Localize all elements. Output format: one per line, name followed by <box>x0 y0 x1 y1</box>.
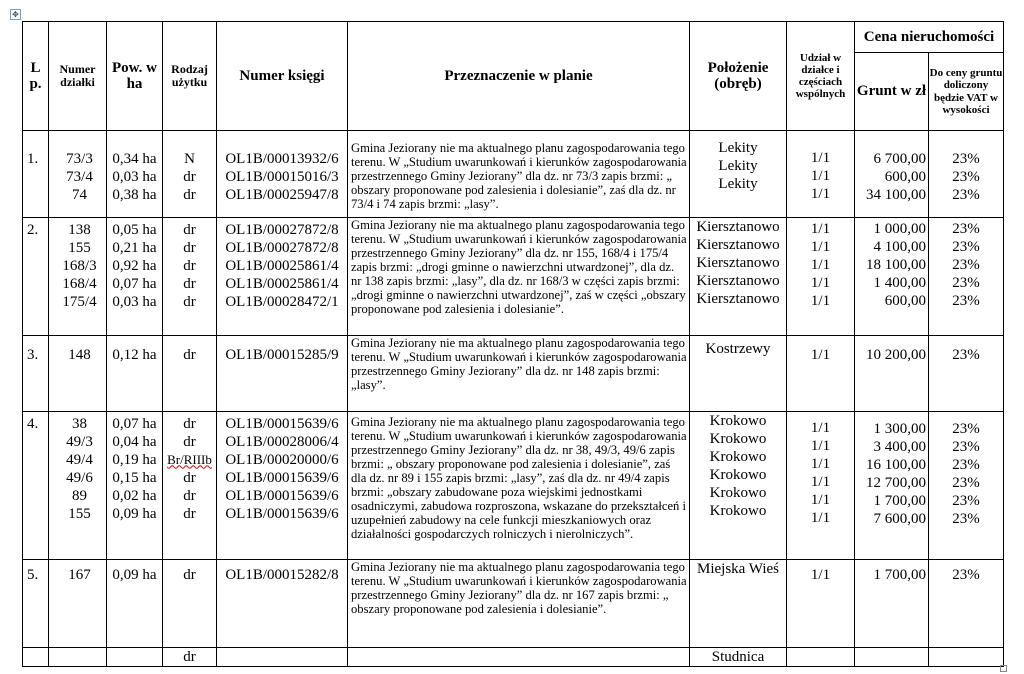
table-move-handle-icon[interactable]: ✥ <box>10 9 21 20</box>
grunt-value: 4 100,00 <box>873 239 926 256</box>
cell-lp <box>23 336 49 411</box>
ksiega-value: OL1B/00015282/8 <box>225 566 339 583</box>
cell-udzial <box>787 559 855 647</box>
cell-rodzaj <box>163 559 217 647</box>
lp-value: 5. <box>27 566 39 583</box>
cell-vat <box>929 218 1004 336</box>
cell-rodzaj <box>163 218 217 336</box>
polozenie-value: Krokowo <box>709 412 767 429</box>
rodzaj-value: dr <box>183 276 196 293</box>
cell-przeznaczenie <box>348 411 690 559</box>
ksiega-value: OL1B/00020000/6 <box>225 451 339 468</box>
polozenie-value: Kiersztanowo <box>696 219 780 236</box>
cell-lp <box>23 131 49 218</box>
cell-przeznaczenie <box>348 131 690 218</box>
cell-udzial <box>787 336 855 411</box>
polozenie-value: Krokowo <box>709 430 767 447</box>
cell-powierzchnia <box>107 131 163 218</box>
rodzaj-value: dr <box>183 433 196 450</box>
cell-ksiega <box>217 411 348 559</box>
cell-rodzaj <box>163 647 217 666</box>
cell-ksiega <box>217 559 348 647</box>
dzialka-value: 155 <box>68 240 91 257</box>
rodzaj-value: dr <box>183 169 196 185</box>
grunt-value: 34 100,00 <box>866 187 926 203</box>
cell-ksiega <box>217 218 348 336</box>
header-grunt: Grunt w zł <box>855 53 929 131</box>
header-lp: L p. <box>23 22 49 131</box>
grunt-value: 10 200,00 <box>866 347 926 364</box>
udzial-value: 1/1 <box>810 419 831 436</box>
cell-grunt <box>855 411 929 559</box>
table-body <box>23 131 1004 667</box>
vat-value: 23% <box>952 420 980 437</box>
udzial-value: 1/1 <box>810 491 831 508</box>
rodzaj-value: Br/RIIIb <box>167 451 212 467</box>
vat-value: 23% <box>952 438 980 455</box>
dzialka-value: 155 <box>68 505 91 522</box>
header-polozenie: Położenie (obręb) <box>690 22 787 131</box>
vat-value: 23% <box>952 275 980 292</box>
dzialka-value: 89 <box>72 487 87 504</box>
cell-grunt <box>855 131 929 218</box>
plan-description: Gmina Jeziorany nie ma aktualnego planu zagospodarowania tego terenu. W „Studium uwarunkowań i kierunków zagospodarowania przestrzennego Gminy Jeziorany” dla dz. nr 155, 168/4 i 175/4 zapis brzmi: „drogi gminne o nawierzchni utwardzonej”, dla dz. nr 138 zapis brzmi: „lasy”, dla dz. nr 168/3 w części zapis brzmi: „drogi gminne o nawierzchni utwardzonej”, zaś w części „obszary proponowane pod zalesienia i dolesianie”. <box>351 218 687 317</box>
udzial-value: 1/1 <box>810 293 831 310</box>
cell-polozenie <box>690 218 787 336</box>
cell-empty <box>348 647 690 666</box>
table-resize-handle-icon[interactable] <box>1000 665 1007 672</box>
ksiega-value: OL1B/00025861/4 <box>225 258 339 275</box>
rodzaj-value: dr <box>183 487 196 504</box>
udzial-value: 1/1 <box>810 437 831 454</box>
ksiega-value: OL1B/00025861/4 <box>225 276 339 293</box>
cell-udzial <box>787 411 855 559</box>
polozenie-value: Krokowo <box>709 484 767 501</box>
vat-value: 23% <box>952 510 980 527</box>
cell-polozenie <box>690 647 787 666</box>
cell-przeznaczenie <box>348 559 690 647</box>
rodzaj-value: dr <box>183 415 196 432</box>
vat-value: 23% <box>952 293 980 310</box>
vat-value: 23% <box>952 239 980 256</box>
ksiega-value: OL1B/00013932/6 <box>225 151 339 167</box>
vat-value: 23% <box>952 456 980 473</box>
udzial-value: 1/1 <box>810 347 831 364</box>
cell-empty <box>49 647 107 666</box>
grunt-value: 1 700,00 <box>873 492 926 509</box>
dzialka-value: 73/4 <box>66 169 93 185</box>
table-row <box>23 218 1004 336</box>
powierzchnia-value: 0,21 ha <box>112 240 157 257</box>
header-powierzchnia: Pow. w ha <box>107 22 163 131</box>
vat-value: 23% <box>952 221 980 238</box>
cell-vat <box>929 336 1004 411</box>
grunt-value: 600,00 <box>884 293 926 310</box>
grunt-value: 12 700,00 <box>866 474 926 491</box>
cell-rodzaj <box>163 131 217 218</box>
plan-description: Gmina Jeziorany nie ma aktualnego planu zagospodarowania tego terenu. W „Studium uwarunkowań i kierunków zagospodarowania przestrzennego Gminy Jeziorany” dla dz. nr 148 zapis brzmi: „lasy”. <box>351 336 687 393</box>
header-numer-dzialki: Numer działki <box>49 22 107 131</box>
udzial-value: 1/1 <box>810 455 831 472</box>
ksiega-value: OL1B/00015016/3 <box>225 169 339 185</box>
cell-empty <box>23 647 49 666</box>
cell-lp <box>23 411 49 559</box>
polozenie-value: Lekity <box>718 158 758 174</box>
powierzchnia-value: 0,09 ha <box>112 566 157 583</box>
lp-value: 1. <box>27 151 39 167</box>
cell-grunt <box>855 218 929 336</box>
header-rodzaj-uzytku: Rodzaj użytku <box>163 22 217 131</box>
udzial-value: 1/1 <box>810 509 831 526</box>
powierzchnia-value: 0,07 ha <box>112 415 157 432</box>
cell-empty <box>929 647 1004 666</box>
polozenie-value: Lekity <box>718 140 758 156</box>
lp-value: 2. <box>27 222 39 239</box>
udzial-value: 1/1 <box>810 221 831 238</box>
plan-description: Gmina Jeziorany nie ma aktualnego planu zagospodarowania tego terenu. W „Studium uwarunkowań i kierunków zagospodarowania przestrzennego Gminy Jeziorany” dla dz. nr 38, 49/3, 49/6 zapis brzmi: „ obszary proponowane pod zalesienia i dolesianie”, zaś dla dz. nr 89 i 155 zapis brzmi: „lasy”, zaś dla dz. nr 49/4 zapis brzmi: „obszary zabudowane poza wiejskimi jednostkami osadniczymi, zabudowa rozproszona, wskazane do przekształceń i uzupełnień zabudowy na cele funkcji mieszkaniowych oraz działalności gospodarczych rolniczych i nierolniczych”. <box>351 414 687 541</box>
vat-value: 23% <box>952 474 980 491</box>
powierzchnia-value: 0,03 ha <box>112 169 157 185</box>
udzial-value: 1/1 <box>810 239 831 256</box>
vat-value: 23% <box>952 257 980 274</box>
powierzchnia-value: 0,07 ha <box>112 276 157 293</box>
rodzaj-value: dr <box>183 505 196 522</box>
polozenie-value: Studnica <box>711 649 765 665</box>
dzialka-value: 74 <box>72 187 87 203</box>
polozenie-value: Kostrzewy <box>705 341 771 358</box>
cell-ksiega <box>217 336 348 411</box>
grunt-value: 3 400,00 <box>873 438 926 455</box>
dzialka-value: 167 <box>68 566 91 583</box>
grunt-value: 600,00 <box>884 169 926 185</box>
ksiega-value: OL1B/00027872/8 <box>225 240 339 257</box>
lp-value: 4. <box>27 415 39 432</box>
property-table <box>22 21 1004 667</box>
cell-polozenie <box>690 336 787 411</box>
cell-rodzaj <box>163 336 217 411</box>
ksiega-value: OL1B/00015285/9 <box>225 347 339 364</box>
ksiega-value: OL1B/00015639/6 <box>225 487 339 504</box>
polozenie-value: Krokowo <box>709 502 767 519</box>
plan-description: Gmina Jeziorany nie ma aktualnego planu zagospodarowania tego terenu. W „Studium uwarunkowań i kierunków zagospodarowania przestrzennego Gminy Jeziorany” dla dz. nr 73/3 zapis brzmi: „ obszary proponowane pod zalesienia i dolesianie”, zaś dla dz. nr 73/4 i 74 zapis brzmi: „lasy”. <box>351 141 687 211</box>
lp-value: 3. <box>27 347 39 364</box>
vat-value: 23% <box>952 169 980 185</box>
dzialka-value: 168/4 <box>62 276 97 293</box>
udzial-value: 1/1 <box>810 150 831 166</box>
polozenie-value: Kiersztanowo <box>696 255 780 272</box>
powierzchnia-value: 0,34 ha <box>112 151 157 167</box>
grunt-value: 1 300,00 <box>873 420 926 437</box>
vat-value: 23% <box>952 566 980 583</box>
vat-value: 23% <box>952 187 980 203</box>
ksiega-value: OL1B/00015639/6 <box>225 469 339 486</box>
cell-lp <box>23 559 49 647</box>
udzial-value: 1/1 <box>810 186 831 202</box>
udzial-value: 1/1 <box>810 566 831 583</box>
grunt-value: 18 100,00 <box>866 257 926 274</box>
powierzchnia-value: 0,92 ha <box>112 258 157 275</box>
udzial-value: 1/1 <box>810 257 831 274</box>
cell-lp <box>23 218 49 336</box>
polozenie-value: Krokowo <box>709 466 767 483</box>
rodzaj-value: dr <box>183 649 196 665</box>
vat-value: 23% <box>952 151 980 167</box>
header-vat: Do ceny gruntu doliczony będzie VAT w wysokości <box>929 53 1004 131</box>
cell-dzialka <box>49 559 107 647</box>
grunt-value: 1 700,00 <box>873 566 926 583</box>
powierzchnia-value: 0,38 ha <box>112 187 157 203</box>
rodzaj-value: dr <box>183 566 196 583</box>
ksiega-value: OL1B/00028472/1 <box>225 294 339 311</box>
header-przeznaczenie: Przeznaczenie w planie <box>348 22 690 131</box>
rodzaj-value: dr <box>183 347 196 364</box>
polozenie-value: Kiersztanowo <box>696 237 780 254</box>
cell-empty <box>107 647 163 666</box>
rodzaj-value: dr <box>183 222 196 239</box>
grunt-value: 16 100,00 <box>866 456 926 473</box>
cell-przeznaczenie <box>348 218 690 336</box>
udzial-value: 1/1 <box>810 275 831 292</box>
powierzchnia-value: 0,02 ha <box>112 487 157 504</box>
cell-dzialka <box>49 411 107 559</box>
rodzaj-value: N <box>184 151 195 167</box>
header-cena: Cena nieruchomości <box>855 22 1004 53</box>
powierzchnia-value: 0,05 ha <box>112 222 157 239</box>
cell-powierzchnia <box>107 559 163 647</box>
dzialka-value: 49/4 <box>66 451 93 468</box>
cell-vat <box>929 131 1004 218</box>
cell-udzial <box>787 131 855 218</box>
polozenie-value: Kiersztanowo <box>696 273 780 290</box>
cell-polozenie <box>690 559 787 647</box>
plan-description: Gmina Jeziorany nie ma aktualnego planu zagospodarowania tego terenu. W „Studium uwarunkowań i kierunków zagospodarowania przestrzennego Gminy Jeziorany” dla dz. nr 167 zapis brzmi: „ obszary proponowane pod zalesienia i dolesianie”. <box>351 559 687 616</box>
cell-powierzchnia <box>107 336 163 411</box>
ksiega-value: OL1B/00025947/8 <box>225 187 339 203</box>
header-numer-ksiegi: Numer księgi <box>217 22 348 131</box>
rodzaj-value: dr <box>183 187 196 203</box>
grunt-value: 7 600,00 <box>873 510 926 527</box>
cell-ksiega <box>217 131 348 218</box>
header-udzial: Udział w działce i częściach wspólnych <box>787 22 855 131</box>
ksiega-value: OL1B/00015639/6 <box>225 415 339 432</box>
powierzchnia-value: 0,03 ha <box>112 294 157 311</box>
cell-grunt <box>855 559 929 647</box>
ksiega-value: OL1B/00015639/6 <box>225 505 339 522</box>
dzialka-value: 168/3 <box>62 258 97 275</box>
cell-empty <box>787 647 855 666</box>
dzialka-value: 148 <box>68 347 91 364</box>
polozenie-value: Lekity <box>718 176 758 192</box>
table-row <box>23 336 1004 411</box>
udzial-value: 1/1 <box>810 473 831 490</box>
rodzaj-value: dr <box>183 258 196 275</box>
polozenie-value: Kiersztanowo <box>696 291 780 308</box>
dzialka-value: 49/3 <box>66 433 93 450</box>
dzialka-value: 73/3 <box>66 151 93 167</box>
cell-dzialka <box>49 131 107 218</box>
dzialka-value: 175/4 <box>62 294 97 311</box>
powierzchnia-value: 0,04 ha <box>112 433 157 450</box>
powierzchnia-value: 0,15 ha <box>112 469 157 486</box>
cell-rodzaj <box>163 411 217 559</box>
cell-dzialka <box>49 336 107 411</box>
cell-dzialka <box>49 218 107 336</box>
cell-vat <box>929 559 1004 647</box>
cell-polozenie <box>690 411 787 559</box>
vat-value: 23% <box>952 347 980 364</box>
grunt-value: 1 000,00 <box>873 221 926 238</box>
cell-przeznaczenie <box>348 336 690 411</box>
powierzchnia-value: 0,09 ha <box>112 505 157 522</box>
rodzaj-value: dr <box>183 240 196 257</box>
powierzchnia-value: 0,12 ha <box>112 347 157 364</box>
table-row <box>23 131 1004 218</box>
rodzaj-value: dr <box>183 469 196 486</box>
cell-empty <box>217 647 348 666</box>
grunt-value: 6 700,00 <box>873 151 926 167</box>
dzialka-value: 38 <box>72 415 87 432</box>
udzial-value: 1/1 <box>810 168 831 184</box>
ksiega-value: OL1B/00027872/8 <box>225 222 339 239</box>
powierzchnia-value: 0,19 ha <box>112 451 157 468</box>
cell-powierzchnia <box>107 411 163 559</box>
grunt-value: 1 400,00 <box>873 275 926 292</box>
polozenie-value: Krokowo <box>709 448 767 465</box>
ksiega-value: OL1B/00028006/4 <box>225 433 339 450</box>
cell-vat <box>929 411 1004 559</box>
dzialka-value: 49/6 <box>66 469 93 486</box>
cell-empty <box>855 647 929 666</box>
table-row <box>23 411 1004 559</box>
cell-polozenie <box>690 131 787 218</box>
rodzaj-value: dr <box>183 294 196 311</box>
polozenie-value: Miejska Wieś <box>696 560 780 577</box>
cell-powierzchnia <box>107 218 163 336</box>
vat-value: 23% <box>952 492 980 509</box>
table-row <box>23 559 1004 647</box>
dzialka-value: 138 <box>68 222 91 239</box>
cell-udzial <box>787 218 855 336</box>
cell-grunt <box>855 336 929 411</box>
table-row <box>23 647 1004 666</box>
